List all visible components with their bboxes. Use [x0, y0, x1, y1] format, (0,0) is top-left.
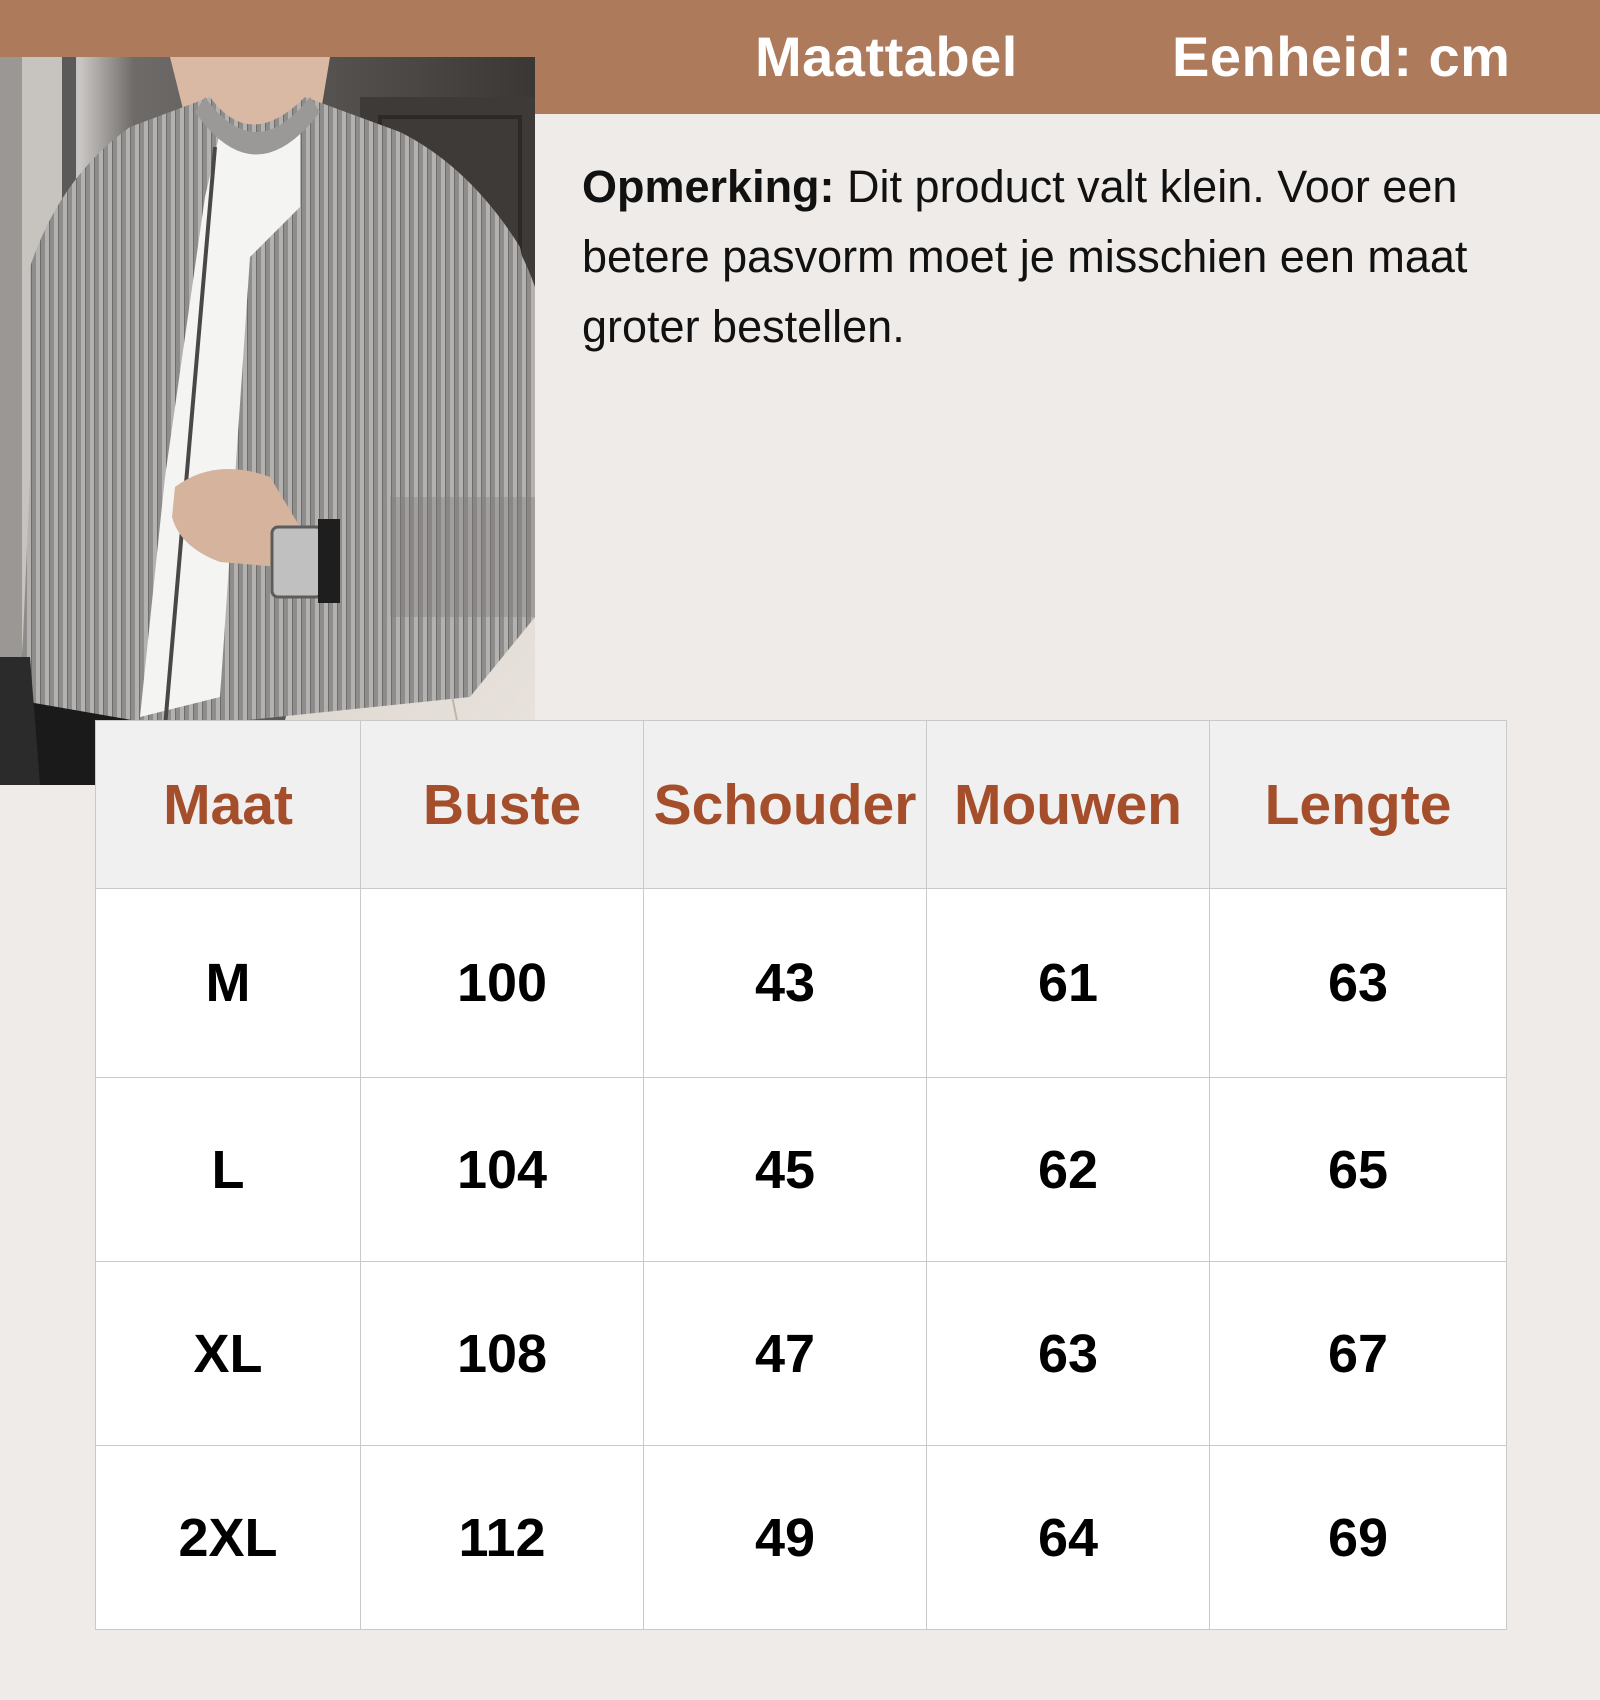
- cell-schouder: 49: [644, 1446, 927, 1630]
- header-buste: Buste: [361, 721, 644, 889]
- cell-size: M: [96, 889, 361, 1078]
- header-mouwen: Mouwen: [927, 721, 1210, 889]
- size-table: [95, 720, 1507, 1630]
- product-photo: [0, 57, 535, 785]
- cell-size: 2XL: [96, 1446, 361, 1630]
- cell-buste: 108: [361, 1262, 644, 1446]
- note-text: Dit product valt klein. Voor een betere pasvorm moet je misschien een maat groter bestellen.: [582, 161, 1468, 352]
- cell-size: L: [96, 1078, 361, 1262]
- cell-mouwen: 63: [927, 1262, 1210, 1446]
- header-lengte: Lengte: [1210, 721, 1507, 889]
- cell-mouwen: 62: [927, 1078, 1210, 1262]
- size-note: [582, 152, 1582, 362]
- model-cardigan-illustration: [0, 57, 535, 785]
- cell-schouder: 45: [644, 1078, 927, 1262]
- table-row: [96, 1262, 1507, 1446]
- cell-lengte: 63: [1210, 889, 1507, 1078]
- cell-lengte: 67: [1210, 1262, 1507, 1446]
- size-chart-title: Maattabel: [755, 25, 1018, 88]
- cell-buste: 100: [361, 889, 644, 1078]
- cell-schouder: 43: [644, 889, 927, 1078]
- table-row: [96, 1078, 1507, 1262]
- note-label: Opmerking:: [582, 161, 835, 212]
- cell-mouwen: 61: [927, 889, 1210, 1078]
- cell-lengte: 65: [1210, 1078, 1507, 1262]
- unit-label: Eenheid: cm: [1172, 25, 1511, 88]
- cell-buste: 112: [361, 1446, 644, 1630]
- header-maat: Maat: [96, 721, 361, 889]
- cell-schouder: 47: [644, 1262, 927, 1446]
- table-header-row: [96, 721, 1507, 889]
- cell-size: XL: [96, 1262, 361, 1446]
- cell-mouwen: 64: [927, 1446, 1210, 1630]
- table-row: [96, 889, 1507, 1078]
- cell-lengte: 69: [1210, 1446, 1507, 1630]
- header-schouder: Schouder: [644, 721, 927, 889]
- cell-buste: 104: [361, 1078, 644, 1262]
- table-row: [96, 1446, 1507, 1630]
